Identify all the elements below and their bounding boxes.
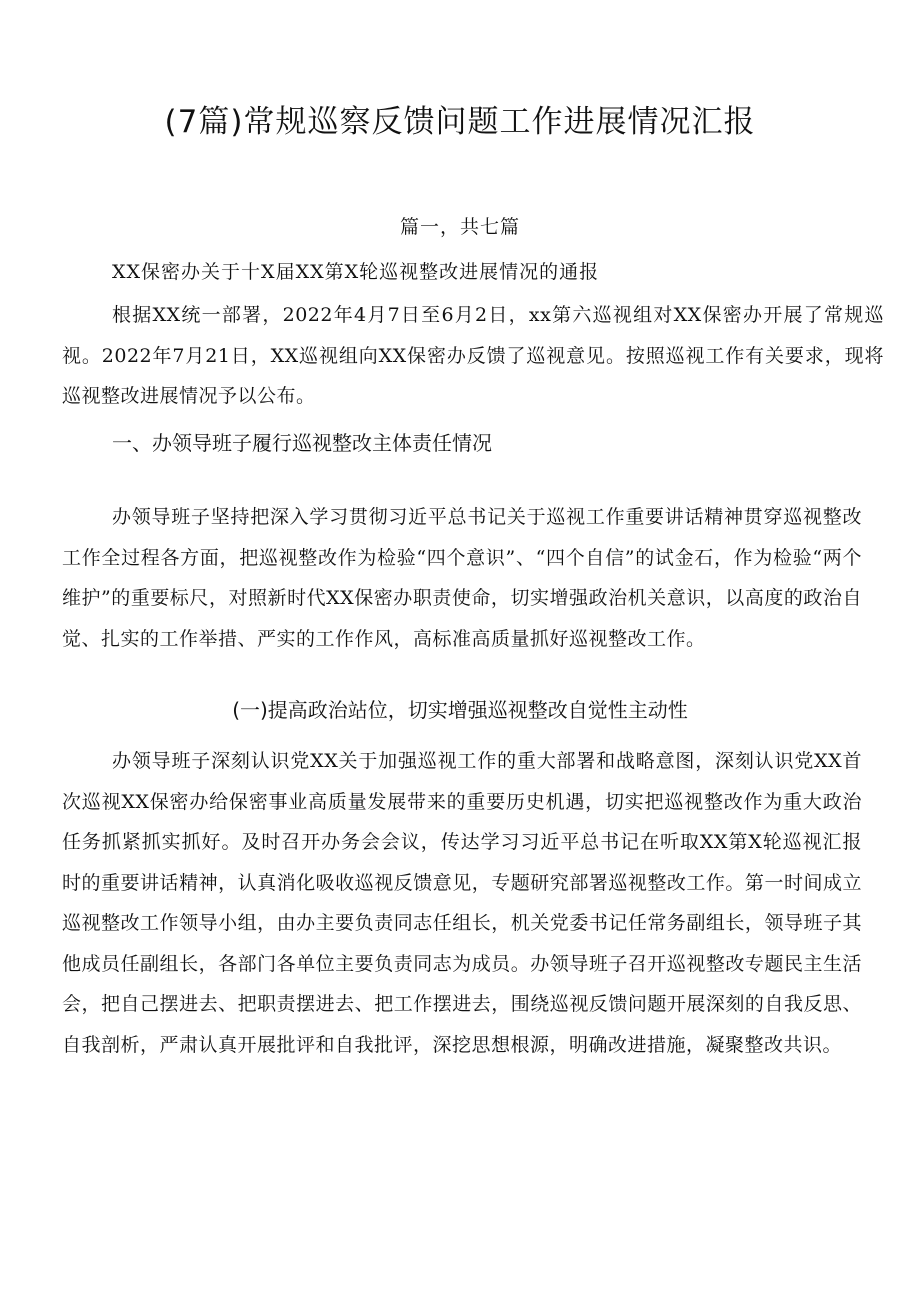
paragraph-subsection-1: 办领导班子深刻认识党XX关于加强巡视工作的重大部署和战略意图，深刻认识党XX首次巡视XX保密办给保密事业高质量发展带来的重要历史机遇，切实把巡视整改作为重大政治任务抓紧抓实抓好。及时召开办务会会议，传达学习习近平总书记在听取XX第X轮巡视汇报时的重要讲话精神，认真消化吸收巡视反馈意见，专题研究部署巡视整改工作。第一时间成立巡视整改工作领导小组，由办主要负责同志任组长，机关党委书记任常务副组长，领导班子其他成员任副组长，各部门各单位主要负责同志为成员。办领导班子召开巡视整改专题民主生活会，把自己摆进去、把职责摆进去、把工作摆进去，围绕巡视反馈问题开展深刻的自我反思、自我剖析，严肃认真开展批评和自我批评，深挖思想根源，明确改进措施，凝聚整改共识。 [62,750,862,1056]
heading-subsection-1: (一)提高政治站位，切实增强巡视整改自觉性主动性 [232,698,688,722]
section-label: 篇一，共七篇 [399,216,520,238]
notice-title: XX保密办关于十X届XX第X轮巡视整改进展情况的通报 [112,261,600,283]
paragraph-intro: 根据XX统一部署，2022年4月7日至6月2日，xx第六巡视组对XX保密办开展了常规巡视。2022年7月21日，XX巡视组向XX保密办反馈了巡视意见。按照巡视工作有关要求，现将巡视整改进展情况予以公布。 [62,304,884,407]
paragraph-section-1: 办领导班子坚持把深入学习贯彻习近平总书记关于巡视工作重要讲话精神贯穿巡视整改工作全过程各方面，把巡视整改作为检验“四个意识”、“四个自信”的试金石，作为检验“两个维护”的重要标尺，对照新时代XX保密办职责使命，切实增强政治机关意识，以高度的政治自觉、扎实的工作举措、严实的工作作风，高标准高质量抓好巡视整改工作。 [62,506,862,650]
heading-section-1: 一、办领导班子履行巡视整改主体责任情况 [112,431,492,455]
document-title: (7篇)常规巡察反馈问题工作进展情况汇报 [164,104,756,140]
